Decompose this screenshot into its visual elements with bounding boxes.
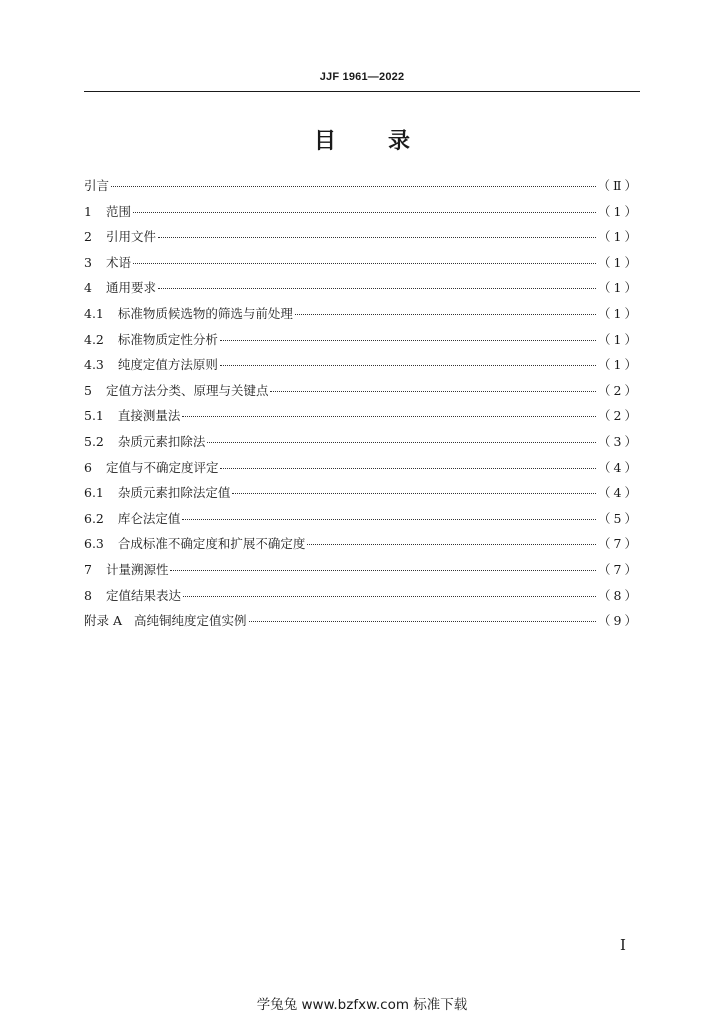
toc-entry[interactable] xyxy=(84,432,640,458)
toc-leader-dots xyxy=(295,314,596,315)
toc-entry-number: 5 xyxy=(84,382,92,398)
title-char-1: 目 xyxy=(313,129,336,154)
toc-entry-label xyxy=(84,381,268,401)
toc-entry-page: （1） xyxy=(598,331,640,347)
toc-entry-label xyxy=(84,483,230,503)
toc-entry[interactable] xyxy=(84,176,640,202)
toc-leader-dots xyxy=(220,468,596,469)
toc-entry-label xyxy=(84,458,218,478)
toc-entry-title: 标准物质定性分析 xyxy=(117,331,218,347)
toc-entry-number: 7 xyxy=(84,561,92,577)
toc-entry-page: （1） xyxy=(598,229,640,245)
toc-entry-label xyxy=(84,432,205,452)
toc-entry-title: 引用文件 xyxy=(105,229,156,245)
toc-entry-label xyxy=(84,534,305,554)
toc-entry-page: （1） xyxy=(598,305,640,321)
toc-entry[interactable] xyxy=(84,483,640,509)
page-number: I xyxy=(620,936,626,954)
header-divider xyxy=(84,91,640,92)
toc-entry-page: （1） xyxy=(598,357,640,373)
toc-entry-title: 范围 xyxy=(105,203,131,219)
toc-entry-number: 4.3 xyxy=(84,357,104,373)
toc-leader-dots xyxy=(183,596,596,597)
toc-entry-page: （9） xyxy=(598,613,640,629)
toc-leader-dots xyxy=(270,391,596,392)
toc-leader-dots xyxy=(249,621,597,622)
toc-entry-title: 通用要求 xyxy=(105,280,156,296)
toc-entry-page: （4） xyxy=(598,459,640,475)
toc-entry-page: （1） xyxy=(598,280,640,296)
title-char-2: 录 xyxy=(388,129,411,154)
toc-entry[interactable] xyxy=(84,278,640,304)
toc-entry-label xyxy=(84,253,131,273)
toc-entry-title: 标准物质候选物的筛选与前处理 xyxy=(117,305,293,321)
toc-entry-page: （8） xyxy=(598,587,640,603)
toc-entry-label xyxy=(84,278,156,298)
toc-entry-label xyxy=(84,202,131,222)
toc-entry-page: （2） xyxy=(598,408,640,424)
toc-leader-dots xyxy=(307,544,596,545)
toc-entry-title: 定值结果表达 xyxy=(105,587,181,603)
toc-leader-dots xyxy=(220,365,596,366)
toc-entry[interactable] xyxy=(84,560,640,586)
toc-entry-label xyxy=(84,586,181,606)
toc-entry[interactable] xyxy=(84,381,640,407)
toc-entry-label xyxy=(84,406,180,426)
toc-entry-label xyxy=(84,304,293,324)
toc-entry-label xyxy=(84,355,218,375)
toc-entry-label xyxy=(84,227,156,247)
table-of-contents xyxy=(84,176,640,637)
toc-entry-title: 直接测量法 xyxy=(117,408,181,424)
toc-entry-page: （1） xyxy=(598,254,640,270)
toc-leader-dots xyxy=(111,186,595,187)
toc-entry-label xyxy=(84,611,247,631)
toc-entry[interactable] xyxy=(84,202,640,228)
toc-entry[interactable] xyxy=(84,458,640,484)
toc-entry-label xyxy=(84,176,109,196)
toc-entry[interactable] xyxy=(84,611,640,637)
toc-leader-dots xyxy=(158,237,596,238)
toc-entry-title: 纯度定值方法原则 xyxy=(117,357,218,373)
toc-entry-title: 引言 xyxy=(84,178,110,193)
toc-entry[interactable] xyxy=(84,355,640,381)
toc-entry-number: 8 xyxy=(84,587,92,603)
toc-entry-title: 术语 xyxy=(105,254,131,270)
toc-entry-number: 4.2 xyxy=(84,331,104,347)
toc-entry-number: 3 xyxy=(84,254,92,270)
toc-entry-label xyxy=(84,560,168,580)
toc-entry-number: 6.3 xyxy=(84,536,104,552)
toc-entry-title: 定值与不确定度评定 xyxy=(105,459,219,475)
toc-entry-number: 6.2 xyxy=(84,510,104,526)
toc-entry-title: 杂质元素扣除法定值 xyxy=(117,485,231,501)
toc-entry-page: （5） xyxy=(598,510,640,526)
toc-entry-number: 4 xyxy=(84,280,92,296)
toc-entry-page: （2） xyxy=(598,382,640,398)
toc-entry[interactable] xyxy=(84,227,640,253)
toc-entry-title: 高纯铜纯度定值实例 xyxy=(134,613,247,629)
toc-entry-number: 2 xyxy=(84,229,92,245)
toc-entry[interactable] xyxy=(84,330,640,356)
toc-leader-dots xyxy=(220,340,596,341)
toc-entry-title: 库仑法定值 xyxy=(117,510,181,526)
toc-entry-page: （Ⅱ） xyxy=(597,178,640,193)
toc-entry-page: （3） xyxy=(598,433,640,449)
toc-leader-dots xyxy=(207,442,596,443)
toc-entry[interactable] xyxy=(84,509,640,535)
toc-entry-page: （7） xyxy=(598,561,640,577)
toc-entry-number: 6.1 xyxy=(84,485,104,501)
toc-entry[interactable] xyxy=(84,253,640,279)
toc-entry-number: 5.1 xyxy=(84,408,104,424)
toc-entry-title: 定值方法分类、原理与关键点 xyxy=(105,382,269,398)
toc-leader-dots xyxy=(158,288,596,289)
toc-leader-dots xyxy=(170,570,596,571)
toc-entry[interactable] xyxy=(84,304,640,330)
document-code: JJF 1961—2022 xyxy=(319,71,405,83)
toc-entry-label xyxy=(84,330,218,350)
toc-entry[interactable] xyxy=(84,406,640,432)
toc-entry-title: 杂质元素扣除法 xyxy=(117,433,206,449)
footer-watermark-text: 学兔兔 www.bzfxw.com 标准下载 xyxy=(256,997,468,1013)
toc-entry[interactable] xyxy=(84,586,640,612)
toc-entry-page: （4） xyxy=(598,485,640,501)
toc-leader-dots xyxy=(182,519,596,520)
toc-entry-page: （1） xyxy=(598,203,640,219)
toc-leader-dots xyxy=(133,263,596,264)
toc-leader-dots xyxy=(232,493,596,494)
toc-entry-number: 4.1 xyxy=(84,305,104,321)
page-title xyxy=(0,124,724,155)
toc-entry-title: 合成标准不确定度和扩展不确定度 xyxy=(117,536,306,552)
toc-leader-dots xyxy=(182,416,596,417)
toc-entry[interactable] xyxy=(84,534,640,560)
toc-entry-label xyxy=(84,509,180,529)
toc-entry-number: 附录 A xyxy=(84,613,123,629)
toc-leader-dots xyxy=(133,212,596,213)
toc-entry-page: （7） xyxy=(598,536,640,552)
toc-entry-number: 5.2 xyxy=(84,433,104,449)
toc-entry-number: 1 xyxy=(84,203,92,219)
toc-entry-title: 计量溯源性 xyxy=(105,561,169,577)
toc-entry-number: 6 xyxy=(84,459,92,475)
